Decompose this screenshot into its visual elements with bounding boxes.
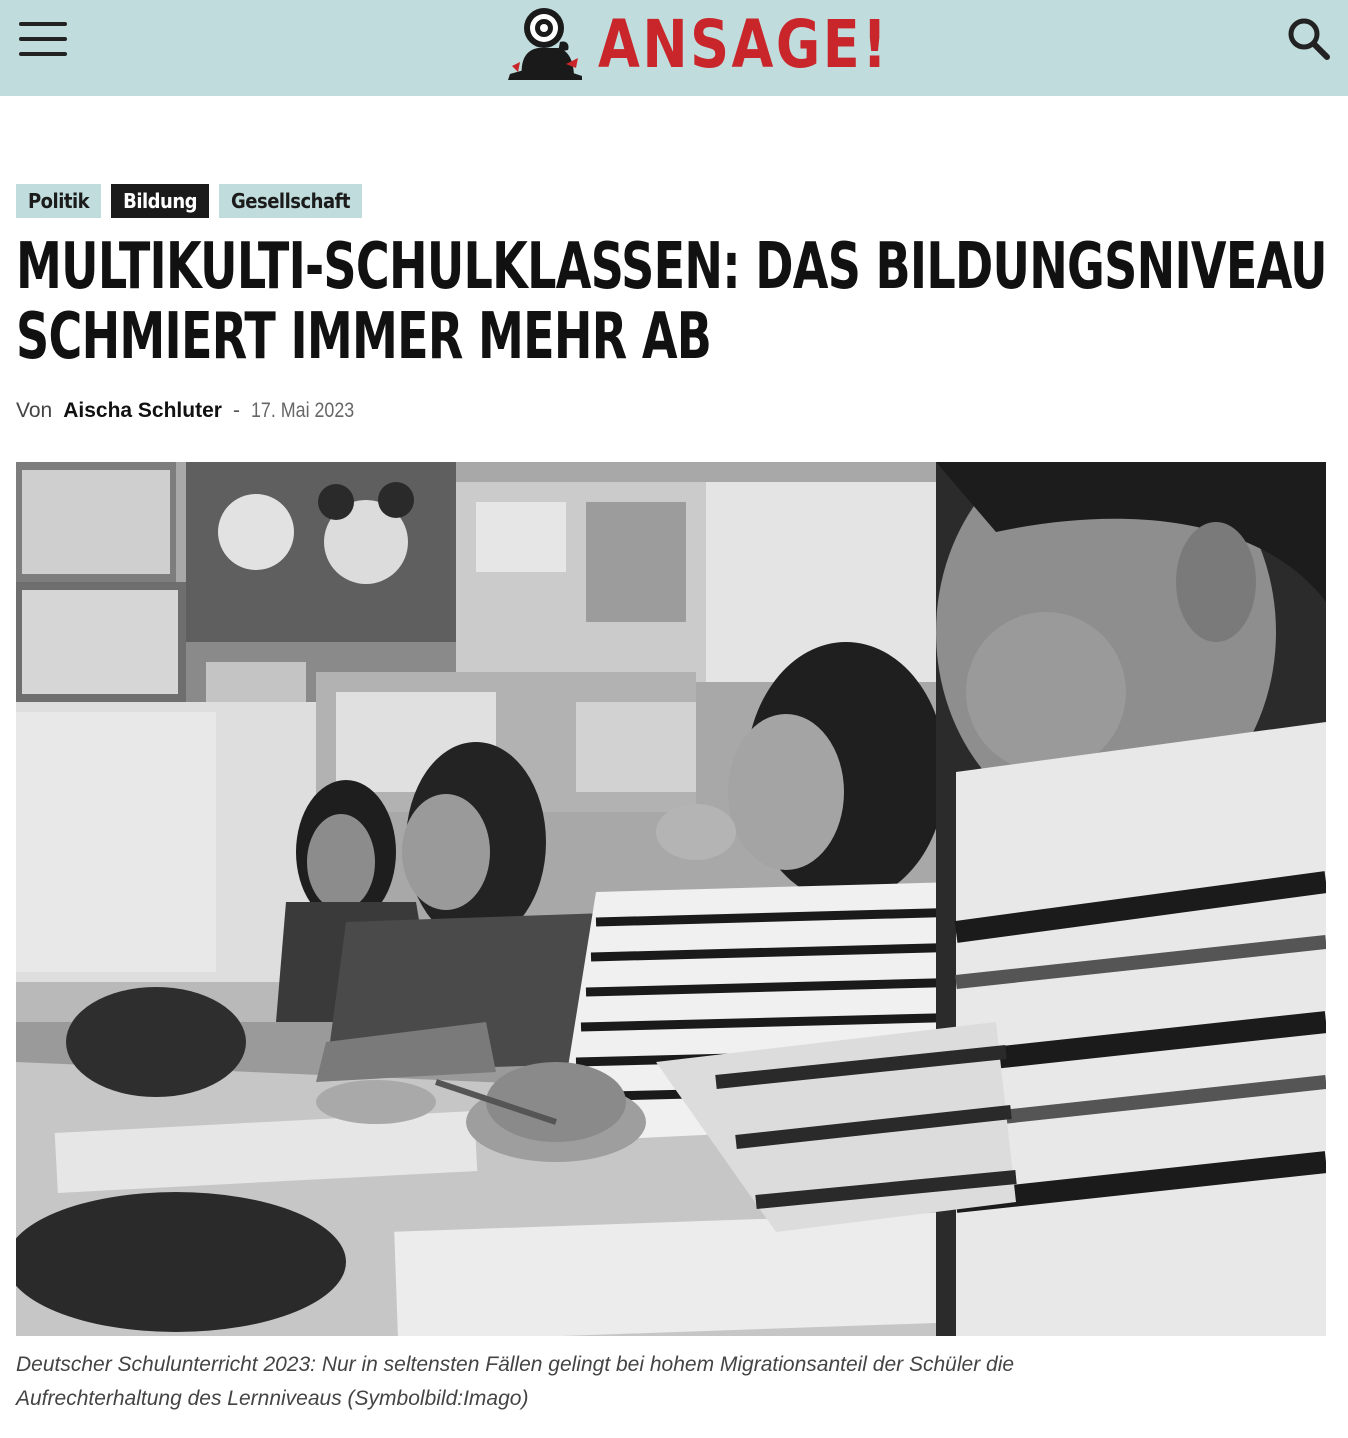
article-title xyxy=(16,232,1332,372)
image-caption xyxy=(16,1348,1332,1416)
byline-prefix: Von xyxy=(16,399,53,422)
article-byline xyxy=(16,396,372,426)
article-title-line-2: SCHMIERT IMMER MEHR AB xyxy=(16,300,712,374)
image-caption-line-2: Aufrechterhaltung des Lernniveaus (Symbolbild:Imago) xyxy=(16,1387,529,1410)
site-logo[interactable] xyxy=(504,4,953,86)
menu-bar xyxy=(19,37,67,41)
publish-date: 17. Mai 2023 xyxy=(250,399,355,422)
site-header xyxy=(0,0,1348,96)
tag-bildung[interactable]: Bildung xyxy=(111,184,209,218)
author-link[interactable]: Aischa Schluter xyxy=(63,399,222,422)
menu-bar xyxy=(19,22,67,26)
hamburger-menu-icon[interactable] xyxy=(18,18,68,60)
byline-separator: - xyxy=(232,399,240,422)
menu-bar xyxy=(19,52,67,56)
classroom-photo xyxy=(16,462,1326,1336)
tag-politik[interactable]: Politik xyxy=(16,184,101,218)
article-title-line-1: MULTIKULTI-SCHULKLASSEN: DAS BILDUNGSNIVEAU xyxy=(16,230,1327,304)
category-tags xyxy=(16,184,362,218)
search-icon[interactable] xyxy=(1284,14,1332,62)
megaphone-figure-icon xyxy=(504,4,586,86)
logo-wordmark: ANSAGE! xyxy=(598,6,890,83)
article-hero-image xyxy=(16,462,1326,1336)
tag-gesellschaft[interactable]: Gesellschaft xyxy=(219,184,362,218)
image-caption-line-1: Deutscher Schulunterricht 2023: Nur in seltensten Fällen gelingt bei hohem Migrationsanteil der Schüler die xyxy=(16,1353,1015,1376)
